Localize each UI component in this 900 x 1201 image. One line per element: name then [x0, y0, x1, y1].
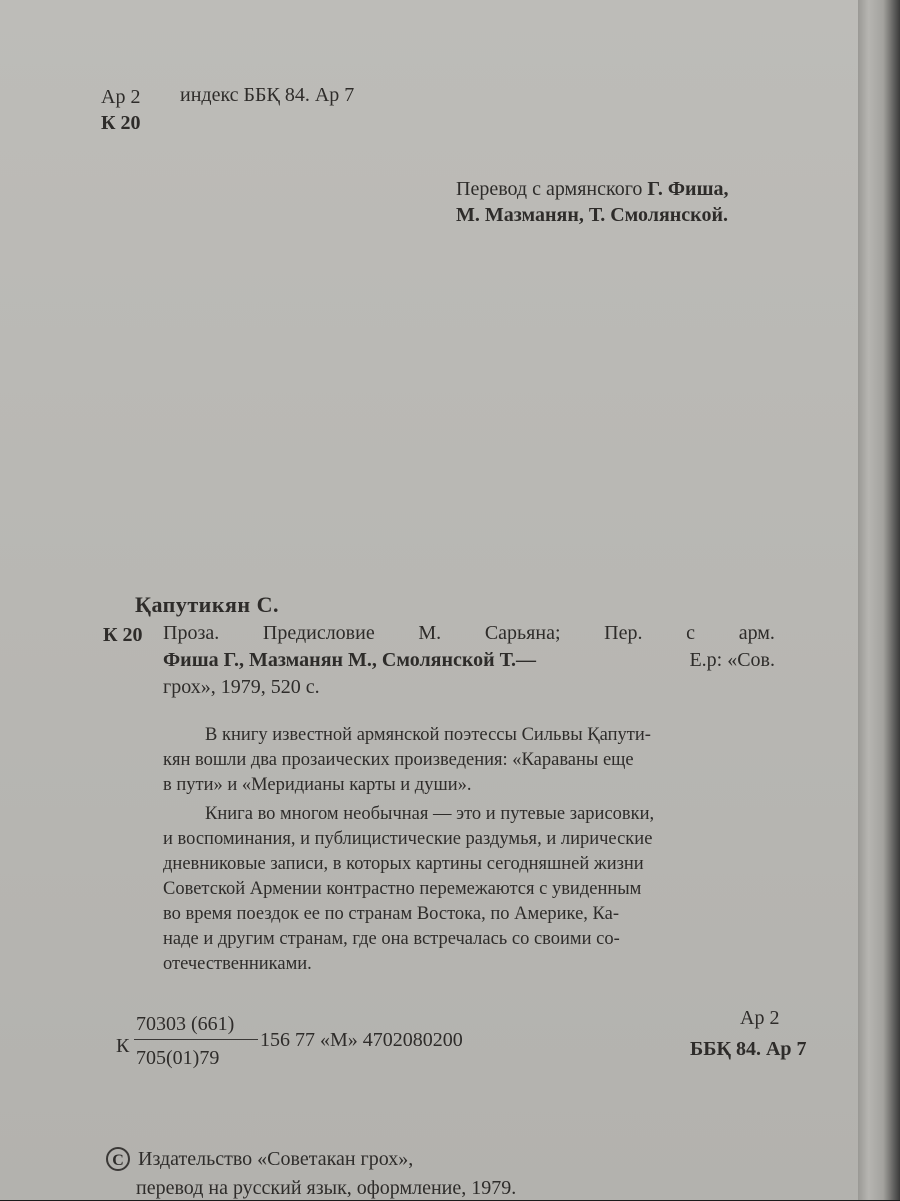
- annotation-line: в пути» и «Меридианы карты и души».: [163, 775, 472, 795]
- catalog-word: Сарьяна;: [484, 622, 561, 644]
- catalog-word: Пер.: [604, 622, 643, 644]
- catalog-line-3: грох», 1979, 520 с.: [163, 676, 320, 698]
- annotation-line: наде и другим странам, где она встречалась со своими со-: [163, 929, 620, 949]
- catalog-line-1: [163, 620, 775, 646]
- imprint-denominator: 705(01)79: [136, 1047, 220, 1069]
- imprint-tail: 156 77 «М» 4702080200: [260, 1029, 463, 1051]
- annotation-line: отечественниками.: [163, 954, 312, 974]
- translators-line-1: [456, 176, 728, 202]
- catalog-line-2: [163, 647, 775, 673]
- class-code-k: К 20: [101, 112, 141, 134]
- annotation-line: Советской Армении контрастно перемежаются с увиденным: [163, 879, 642, 899]
- catalog-word: с: [686, 622, 696, 644]
- annotation-line: кян вошли два прозаических произведения: «Караваны еще: [163, 750, 634, 770]
- catalog-author: Қапутикян С.: [135, 592, 279, 617]
- class-code-left: Ар 2: [101, 86, 141, 108]
- catalog-word: М.: [418, 622, 442, 644]
- copyright-line-1: Издательство «Советакан грох»,: [138, 1148, 414, 1170]
- imprint-k-letter: К: [116, 1035, 130, 1057]
- annotation-line: Книга во многом необычная — это и путевые зарисовки,: [205, 804, 655, 824]
- catalog-word: Предисловие: [262, 622, 375, 644]
- imprint-fraction-line: [134, 1039, 258, 1040]
- annotation-line: дневниковые записи, в которых картины сегодняшней жизни: [163, 854, 644, 874]
- catalog-publisher: Е.р: «Сов.: [689, 649, 775, 671]
- imprint-right-code-1: Ар 2: [740, 1007, 780, 1029]
- catalog-word: Проза.: [163, 622, 220, 644]
- imprint-right-code-2: ББҚ 84. Ар 7: [690, 1038, 807, 1060]
- catalog-word: арм.: [738, 622, 775, 644]
- annotation-line: во время поездок ее по странам Востока, по Америке, Ка-: [163, 904, 620, 924]
- catalog-code: К 20: [103, 624, 143, 646]
- class-code-index: индекс ББҚ 84. Ар 7: [180, 84, 355, 106]
- translators-prefix: Перевод с армянского: [456, 178, 648, 200]
- page-edge: [858, 0, 900, 1200]
- copyright-icon: C: [106, 1147, 130, 1171]
- annotation-line: В книгу известной армянской поэтессы Сильвы Қапути-: [205, 725, 651, 745]
- translators-line-2: М. Мазманян, Т. Смолянской.: [456, 204, 728, 226]
- catalog-translators: Фиша Г., Мазманян М., Смолянской Т.—: [163, 649, 537, 671]
- imprint-numerator: 70303 (661): [136, 1013, 235, 1035]
- translator-name-1: Г. Фиша,: [647, 178, 729, 200]
- copyright-line-2: перевод на русский язык, оформление, 1979.: [136, 1177, 517, 1199]
- annotation-line: и воспоминания, и публицистические раздумья, и лирические: [163, 829, 653, 849]
